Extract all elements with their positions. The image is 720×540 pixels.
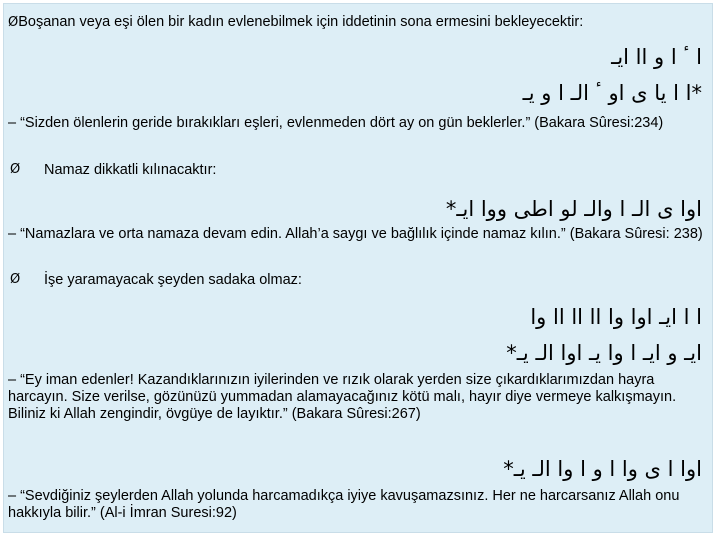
arabic-verse-2: اوا ى الـ ا والـ لو اطى ووا ايـ* [445, 197, 702, 221]
header-text: Boşanan veya eşi ölen bir kadın evlenebilmek için iddetinin sona ermesini bekleyecektir: [18, 14, 584, 30]
arabic-verse-1-line-1: ا ٴ ا و اا ايـ [611, 45, 702, 69]
translation-4: – “Sevdiğiniz şeylerden Allah yolunda harcamadıkça iyiye kavuşamazsınız. Her ne harcarsanız Allah onu hakkıyla bilir.” (Al-i İmran Suresi:92) [8, 488, 680, 521]
translation-2: – “Namazlara ve orta namaza devam edin. Allah’a saygı ve bağlılık içinde namaz kılın.” (Bakara Sûresi: 238) [8, 226, 703, 242]
arabic-verse-3-line-2: ايـ و ايـ ا وا يـ اوا الـ يـ* [506, 341, 702, 365]
translation-1: – “Sizden ölenlerin geride bırakıkları eşleri, evlenmeden dört ay on gün beklerler.” (Bakara Sûresi:234) [8, 115, 664, 131]
translation-3: – “Ey iman edenler! Kazandıklarınızın iyilerinden ve rızık olarak yerden size çıkardıklarımızdan hayra harcayın. Size verilse, gözünüzü yummadan alamayacağınız kötü malı, hayır diye vermeye kalkışmayın. Biliniz ki Allah zengindir, övgüye de layıktır.” (Bakara Sûresi:267) [8, 372, 677, 422]
header-line [8, 14, 583, 31]
arrowhead-bullet-icon: Ø [8, 15, 19, 30]
arabic-verse-1-line-2: *ا ا يا ى او ٴ الـ ا و يـ [522, 81, 702, 105]
arabic-verse-4: اوا ا ى وا ا و ا وا الـ يـ* [503, 457, 702, 481]
arabic-verse-3-line-1: ا ا ايـ اوا وا اا اا اا وا [530, 305, 702, 329]
arrowhead-bullet-icon: Ø [10, 272, 21, 287]
arrowhead-bullet-icon: Ø [10, 162, 21, 177]
heading-sadaka: İşe yaramayacak şeyden sadaka olmaz: [44, 272, 302, 288]
slide-panel [3, 3, 713, 533]
heading-namaz: Namaz dikkatli kılınacaktır: [44, 162, 217, 178]
